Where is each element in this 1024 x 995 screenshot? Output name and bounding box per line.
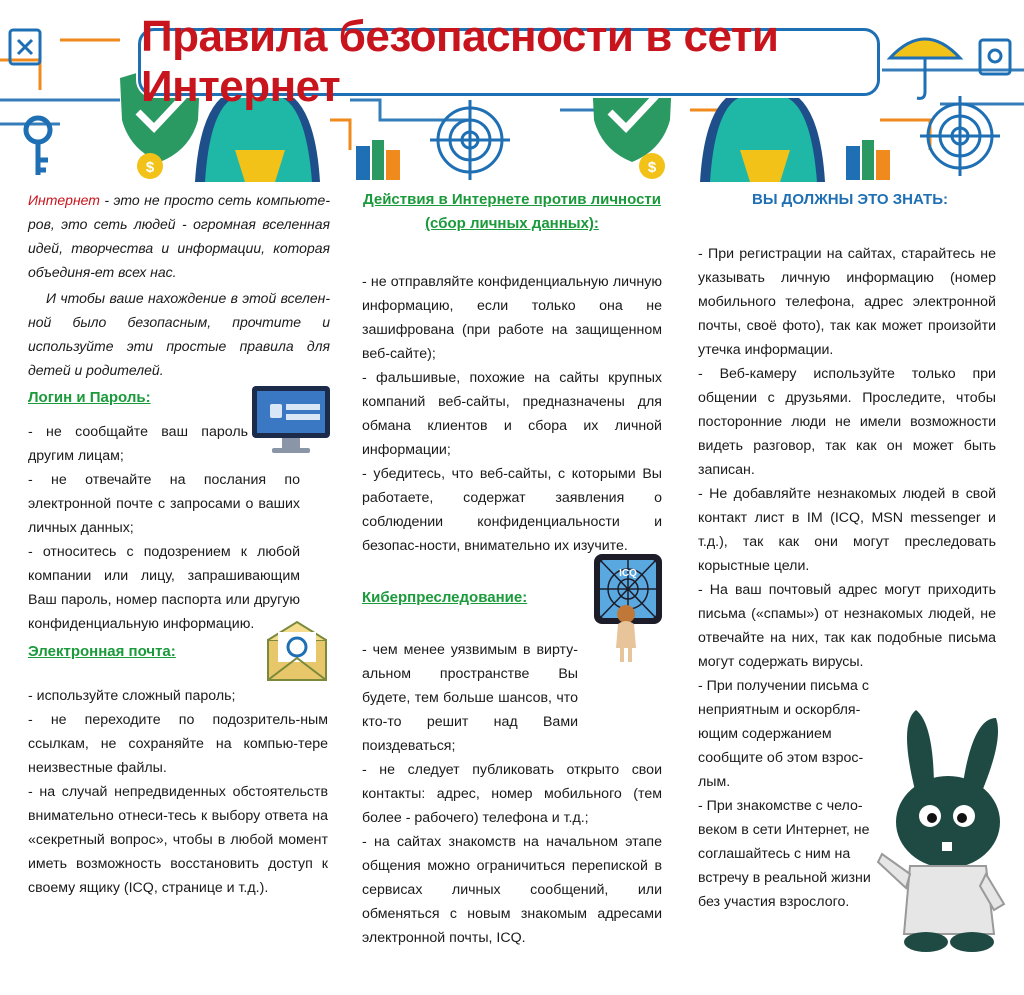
know-item-1: - При регистрации на сайтах, старайтесь не указывать личную информацию (номер мобильного телефона, адрес электронной почты, своё фото), так как может произойти утечка информации. bbox=[698, 246, 996, 358]
left-column bbox=[28, 182, 330, 900]
cyber-item-2: - не следует публиковать открыто свои контакты: адрес, номер мобильного (тем более - рабочего) телефона и т.д.; bbox=[362, 762, 662, 826]
bunny-mascot-illustration bbox=[876, 704, 1016, 954]
cyber-item-3: - на сайтах знакомств на начальном этапе общения можно ограничиться перепиской в сервисах личных сообщений, или обменяться с новым знакомым адресами электронной почты, ICQ. bbox=[362, 834, 662, 946]
actions-item-1: - не отправляйте конфиденциальную личную информацию, если только она не зашифрована (при работе на защищенном веб-сайте); bbox=[362, 274, 662, 362]
page-title: Правила безопасности в сети Интернет bbox=[141, 12, 779, 111]
know-item-2: - Веб-камеру используйте только при общении с друзьями. Проследите, чтобы посторонние люди не имели возможности видеть разговор, так как он может быть записан. bbox=[698, 366, 996, 478]
know-item-6: - При знакомстве с чело-веком в сети Интернет, не соглашайтесь с ним на встречу в реальной жизни без участия взрослого. bbox=[698, 798, 871, 910]
title-frame bbox=[138, 12, 880, 111]
login-heading: Логин и Пароль: bbox=[28, 389, 151, 406]
actions-heading bbox=[362, 188, 662, 236]
email-item-1: - используйте сложный пароль; bbox=[28, 688, 236, 704]
actions-item-3: - убедитесь, что веб-сайты, с которыми Вы работаете, содержат заявления о соблюдении конфиденциальности и безопас-ности, внимательно их изучите. bbox=[362, 466, 662, 554]
svg-text:$: $ bbox=[647, 159, 657, 176]
login-item-1: - не сообщайте ваш пароль другим лицам; bbox=[28, 424, 248, 464]
envelope-illustration bbox=[264, 618, 330, 684]
middle-column bbox=[362, 182, 662, 950]
monitor-illustration bbox=[250, 384, 332, 456]
svg-text:ICQ: ICQ bbox=[619, 568, 637, 579]
icq-girl-illustration bbox=[592, 552, 664, 664]
intro-lead: Интернет bbox=[28, 192, 100, 208]
email-heading: Электронная почта: bbox=[28, 643, 176, 660]
books-icon bbox=[356, 140, 400, 180]
intro-paragraph bbox=[28, 188, 330, 284]
coin-icon-2 bbox=[639, 153, 665, 179]
svg-text:$: $ bbox=[145, 159, 155, 176]
target-icon bbox=[430, 100, 510, 180]
intro-paragraph-2: И чтобы ваше нахождение в этой вселен-ной было безопасным, прочтите и используйте эти простые правила для детей и родителей. bbox=[28, 290, 330, 378]
actions-item-2: - фальшивые, похожие на сайты крупных компаний веб-сайты, предназначены для обмана клиентов и сбора их личной информации; bbox=[362, 370, 662, 458]
login-item-2: - не отвечайте на послания по электронной почте с запросами о ваших личных данных; bbox=[28, 472, 300, 536]
email-item-3: - на случай непредвиденных обстоятельств внимательно отнеси-тесь к выбору ответа на «секретный вопрос», чтобы в любой момент иметь возможность восстановить доступ к своему ящику (ICQ, странице и т.д.). bbox=[28, 784, 328, 896]
coin-icon bbox=[137, 153, 163, 179]
login-item-3: - относитесь с подозрением к любой компании или лицу, запрашивающим Ваш пароль, номер паспорта или другую конфиденциальную информацию. bbox=[28, 544, 300, 632]
actions-heading-line2: (сбор личных данных): bbox=[425, 215, 599, 232]
books-icon-2 bbox=[846, 140, 890, 180]
key-icon bbox=[26, 118, 50, 175]
know-item-3: - Не добавляйте незнакомых людей в свой контакт лист в IM (ICQ, MSN messenger и т.д.), так как они могут преследовать корыстные цели. bbox=[698, 486, 996, 574]
actions-heading-line1: Действия в Интернете против личности bbox=[363, 191, 661, 208]
know-item-5: - При получении письма с неприятным и оскорбля-ющим содержанием сообщите об этом взрос-лым. bbox=[698, 678, 869, 790]
intro-text: - это не просто сеть компьюте-ров, это сеть людей - огромная вселенная идей, творчества и информации, которая объединя-ет всех нас. bbox=[28, 192, 330, 280]
know-heading: ВЫ ДОЛЖНЫ ЭТО ЗНАТЬ: bbox=[752, 191, 948, 208]
login-section bbox=[28, 386, 330, 636]
email-section bbox=[28, 640, 330, 900]
target-icon-2 bbox=[920, 96, 1000, 176]
cyber-section bbox=[362, 568, 662, 950]
cyber-heading: Киберпреследование: bbox=[362, 589, 528, 606]
cyber-item-1: - чем менее уязвимым в вирту-альном пространстве Вы будете, тем больше шансов, что кто-то решит над Вами поиздеваться; bbox=[362, 642, 578, 754]
email-item-2: - не переходите по подозритель-ным ссылкам, не сохраняйте на компью-тере неизвестные файлы. bbox=[28, 712, 328, 776]
know-item-4: - На ваш почтовый адрес могут приходить письма («спамы») от незнакомых людей, не отвечайте на них, так как подобные письма могут содержать вирусы. bbox=[698, 582, 996, 670]
header-banner bbox=[0, 0, 1024, 182]
